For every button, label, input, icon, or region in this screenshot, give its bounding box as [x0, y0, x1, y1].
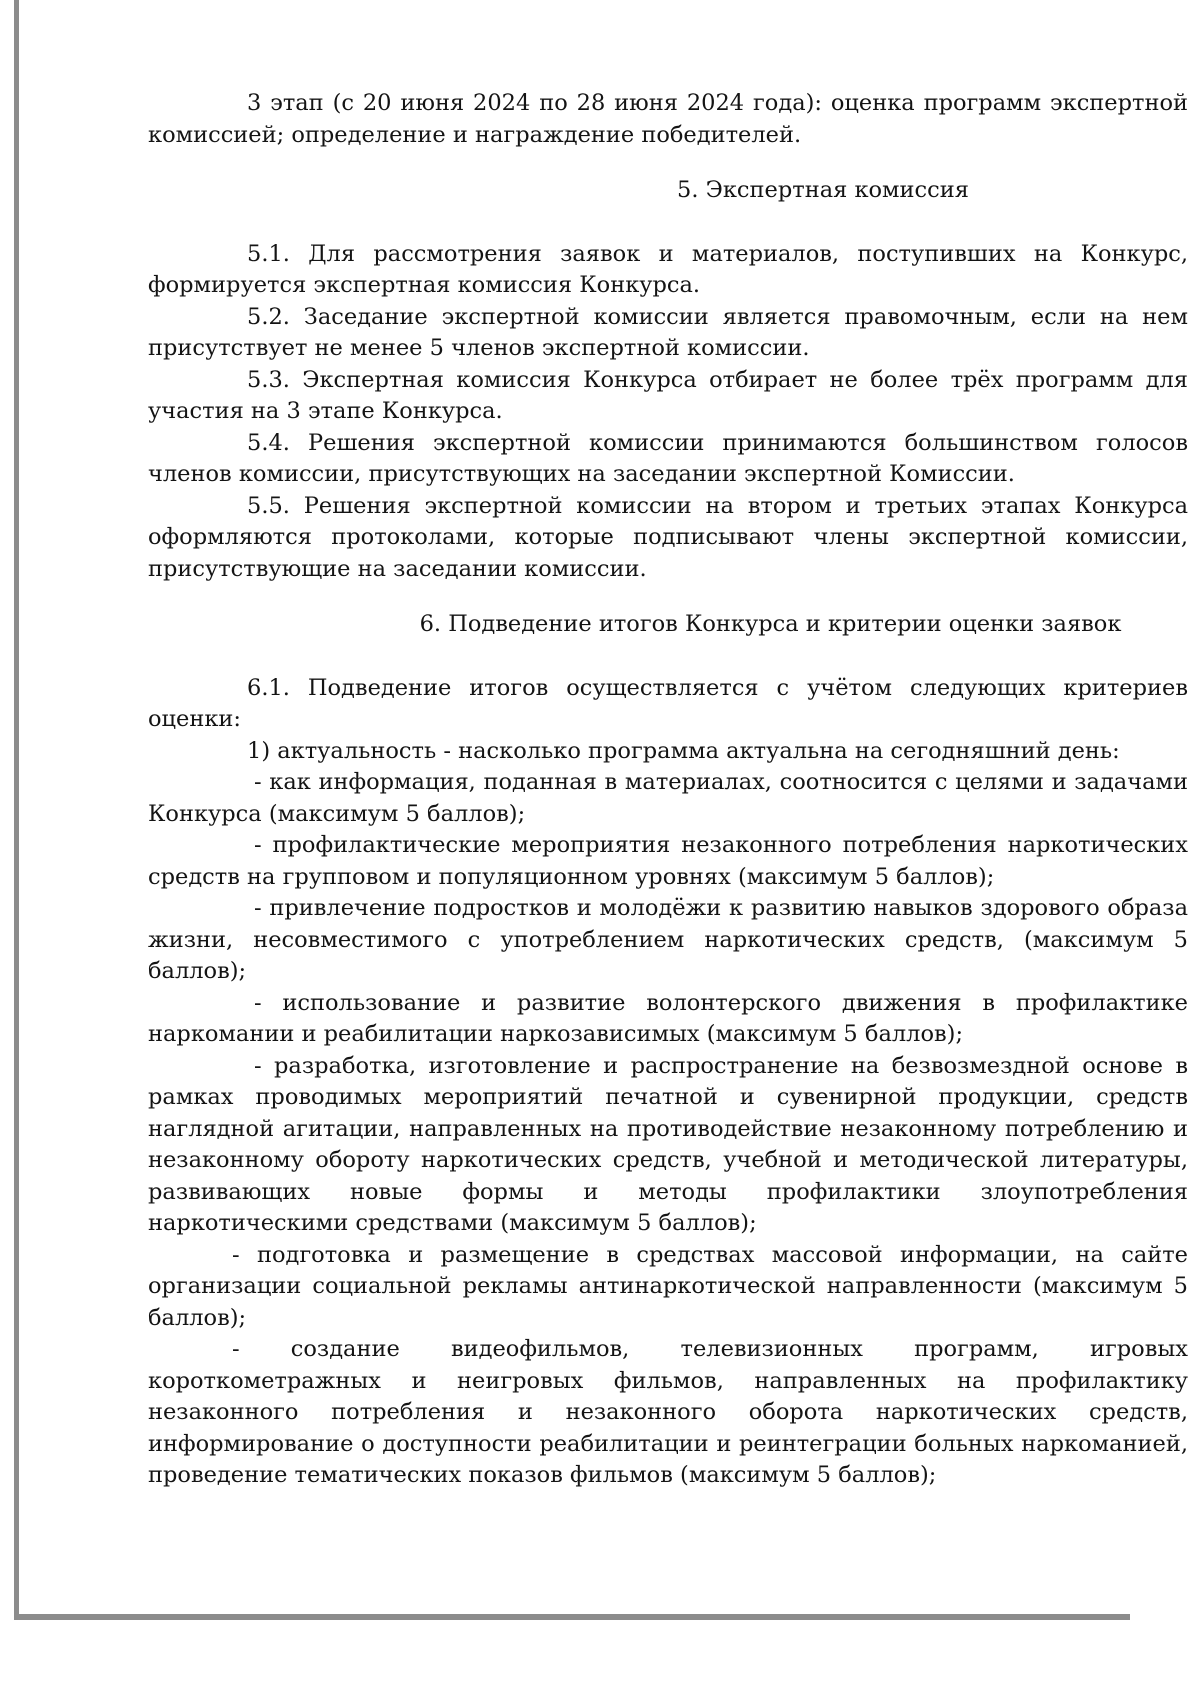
stage-3-paragraph: 3 этап (с 20 июня 2024 по 28 июня 2024 года): оценка программ экспертной комиссией; определение и награждение победителей. — [148, 90, 1188, 148]
section-5-heading: 5. Экспертная комиссия — [677, 177, 969, 203]
criterion-bullet: - как информация, поданная в материалах, соотносится с целями и задачами Конкурса (максимум 5 баллов); — [148, 769, 1188, 827]
paragraph-5-4: 5.4. Решения экспертной комиссии принимаются большинством голосов членов комиссии, присутствующих на заседании экспертной Комиссии. — [148, 429, 1188, 487]
document-page — [148, 88, 1188, 1492]
criterion-bullet: - разработка, изготовление и распространение на безвозмездной основе в рамках проводимых мероприятий печатной и сувенирной продукции, средств наглядной агитации, направленных на противодействие незаконному потреблению и незаконному обороту наркотических средств, учебной и методической литературы, развивающих новые формы и методы профилактики злоупотребления наркотическими средствами (максимум 5 баллов); — [148, 1052, 1188, 1236]
criterion-bullet: - подготовка и размещение в средствах массовой информации, на сайте организации социальной рекламы антинаркотической направленности (максимум 5 баллов); — [148, 1241, 1188, 1331]
paragraph-5-5: 5.5. Решения экспертной комиссии на втором и третьих этапах Конкурса оформляются протоколами, которые подписывают члены экспертной комиссии, присутствующие на заседании комиссии. — [148, 492, 1188, 582]
section-6-heading: 6. Подведение итогов Конкурса и критерии оценки заявок — [419, 611, 1122, 637]
paragraph-6-1: 6.1. Подведение итогов осуществляется с учётом следующих критериев оценки: — [148, 674, 1188, 732]
criterion-bullet: - профилактические мероприятия незаконного потребления наркотических средств на групповом и популяционном уровнях (максимум 5 баллов); — [148, 832, 1188, 890]
scan-edge-bottom — [14, 1614, 1130, 1620]
scan-edge-left — [14, 0, 19, 1620]
criterion-bullet: - использование и развитие волонтерского движения в профилактике наркомании и реабилитации наркозависимых (максимум 5 баллов); — [148, 989, 1188, 1047]
paragraph-5-1: 5.1. Для рассмотрения заявок и материалов, поступивших на Конкурс, формируется экспертная комиссия Конкурса. — [148, 240, 1188, 298]
paragraph-5-2: 5.2. Заседание экспертной комиссии является правомочным, если на нем присутствует не менее 5 членов экспертной комиссии. — [148, 303, 1188, 361]
criterion-1: 1) актуальность - насколько программа актуальна на сегодняшний день: — [247, 737, 1120, 764]
criterion-bullet: - создание видеофильмов, телевизионных программ, игровых короткометражных и неигровых фильмов, направленных на профилактику незаконного потребления и незаконного оборота наркотических средств, информирование о доступности реабилитации и реинтеграции больных наркоманией, проведение тематических показов фильмов (максимум 5 баллов); — [148, 1336, 1188, 1488]
paragraph-5-3: 5.3. Экспертная комиссия Конкурса отбирает не более трёх программ для участия на 3 этапе Конкурса. — [148, 366, 1188, 424]
criterion-bullet: - привлечение подростков и молодёжи к развитию навыков здорового образа жизни, несовместимого с употреблением наркотических средств, (максимум 5 баллов); — [148, 895, 1188, 984]
